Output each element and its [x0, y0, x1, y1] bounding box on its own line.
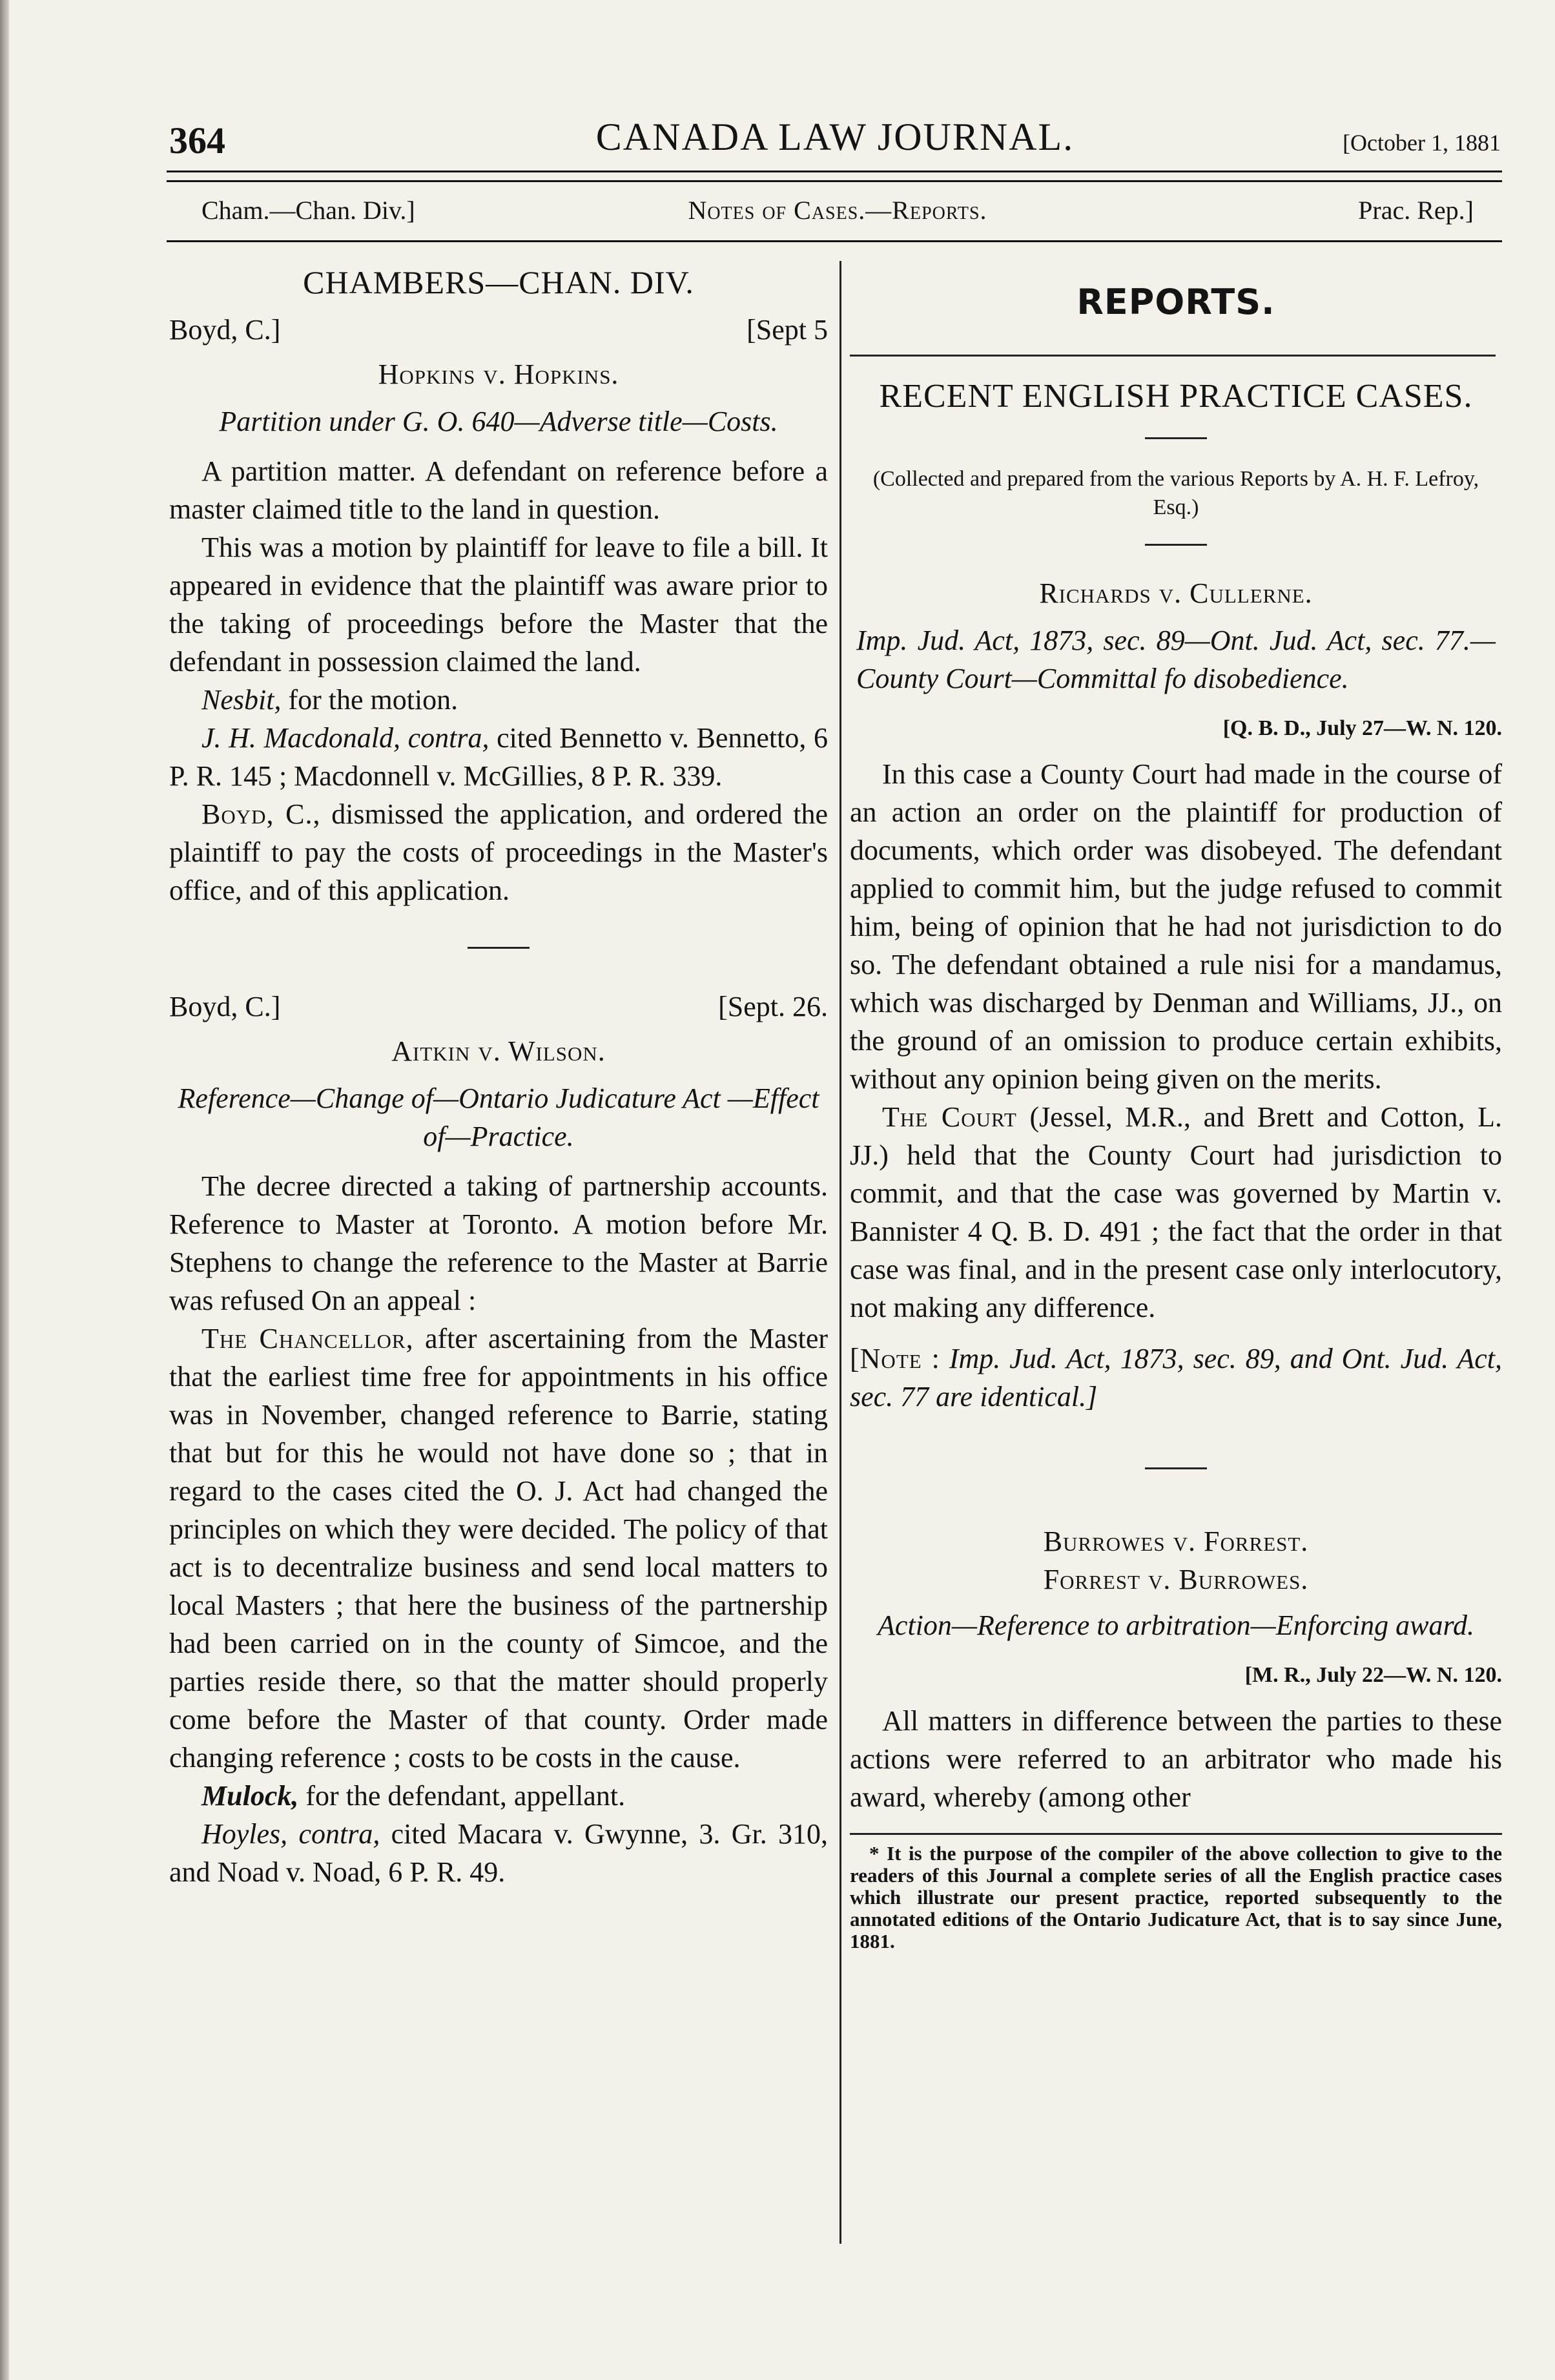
binding-edge — [0, 0, 9, 2380]
case-title: Hopkins v. Hopkins. — [378, 358, 619, 390]
left-column — [169, 264, 828, 1891]
case-headnote: Imp. Jud. Act, 1873, sec. 89—Ont. Jud. Act, sec. 77.—County Court—Committal fo disobedience. — [856, 625, 1496, 694]
counsel-line — [169, 719, 828, 795]
case-title: Richards v. Cullerne. — [1039, 577, 1313, 609]
court-name: The Court — [882, 1101, 1017, 1133]
counsel-name: J. H. Macdonald, contra, — [201, 722, 489, 754]
case-citation: [Q. B. D., July 27—W. N. 120. — [1222, 716, 1502, 740]
running-head-rule — [167, 240, 1502, 242]
judge-name: Boyd, C.] — [169, 991, 281, 1022]
page-header — [169, 115, 1501, 169]
issue-date: [October 1, 1881 — [1343, 130, 1501, 156]
case-paragraph: The decree directed a taking of partnership accounts. Reference to Master at Toronto. A motion before Mr. Stephens to change the reference to the Master at Barrie was refused On an appeal : — [169, 1170, 828, 1316]
section-separator — [1145, 544, 1207, 546]
running-head-center: Notes of Cases.—Reports. — [688, 196, 987, 225]
case-headnote: Partition under G. O. 640—Adverse title—Costs. — [219, 406, 778, 437]
judgment-paragraph — [850, 1098, 1502, 1327]
counsel-role: for the motion. — [281, 684, 458, 716]
judgment-paragraph — [169, 1319, 828, 1777]
header-double-rule — [167, 171, 1502, 182]
case-judge-line — [169, 988, 828, 1026]
counsel-name: Mulock, — [201, 1780, 299, 1812]
reports-rule — [850, 355, 1496, 357]
counsel-name: Hoyles, contra, — [201, 1818, 380, 1850]
case-title: Burrowes v. Forrest. — [1043, 1526, 1309, 1557]
running-head — [201, 195, 1474, 231]
case-title: Forrest v. Burrowes. — [1043, 1564, 1309, 1595]
section-separator — [1145, 1467, 1207, 1469]
footnote-rule — [850, 1833, 1502, 1835]
case-citation: [M. R., July 22—W. N. 120. — [1244, 1663, 1502, 1687]
judgment-text: (Jessel, M.R., and Brett and Cotton, L. JJ.) held that the County Court had jurisdiction to commit, and that the case was governed by Martin v. Bannister 4 Q. B. D. 491 ; the fact that the order in that case was final, and in the present case only interlocutory, not making any difference. — [850, 1101, 1502, 1323]
case-judge-line — [169, 311, 828, 349]
judgment-name: The Chancellor, — [201, 1323, 414, 1354]
section-separator — [468, 947, 530, 949]
footnote: * It is the purpose of the compiler of the above collection to give to the readers of this Journal a complete series of all the English practice cases which illustrate our present practice, reported subsequently to the annotated editions of the Ontario Judicature Act, that is to say since June, 1881. — [850, 1842, 1502, 1952]
counsel-citations: cited Bennetto v. Bennetto, 6 P. R. 145 ; Macdonnell v. McGillies, 8 P. R. 339. — [169, 722, 828, 792]
judgment-text: after ascertaining from the Master that the earliest time free for appointments in his office was in November, changed reference to Barrie, stating that but for this he would not have done so ; that in regard to the cases cited the O. J. Act had changed the principles on which they were decided. The policy of that act is to decentralize business and send local matters to local Masters ; that here the business of the partnership had been carried on in the county of Simcoe, and the parties reside there, so that the matter should properly come before the Master of that county. Order made changing reference ; costs to be costs in the cause. — [169, 1323, 829, 1774]
counsel-citations: cited Macara v. Gwynne, 3. Gr. 310, and Noad v. Noad, 6 P. R. 49. — [169, 1818, 829, 1888]
decision-date: [Sept. 26. — [718, 991, 828, 1022]
case-headnote: Reference—Change of—Ontario Judicature Act —Effect of—Practice. — [178, 1082, 819, 1152]
case-paragraph: A partition matter. A defendant on reference before a master claimed title to the land in question. — [169, 455, 828, 525]
counsel-line — [169, 1815, 828, 1891]
section-separator — [1145, 437, 1207, 439]
decision-date: [Sept 5 — [747, 314, 828, 346]
collector-note: (Collected and prepared from the various Reports by A. H. F. Lefroy, Esq.) — [872, 467, 1479, 519]
page-number: 364 — [169, 119, 225, 161]
judge-name: Boyd, C.] — [169, 314, 281, 346]
case-headnote: Action—Reference to arbitration—Enforcing award. — [878, 1609, 1474, 1641]
counsel-line — [169, 681, 828, 719]
case-paragraph: All matters in difference between the parties to these actions were referred to an arbitrator who made his award, whereby (among other — [850, 1705, 1502, 1813]
case-title: Aitkin v. Wilson. — [391, 1035, 606, 1067]
judgment-paragraph — [169, 795, 828, 909]
section-heading: CHAMBERS—CHAN. DIV. — [303, 264, 694, 300]
column-divider — [839, 261, 841, 2244]
right-column — [850, 264, 1502, 1952]
note-label: [Note : — [850, 1343, 940, 1374]
counsel-role: for the defendant, appellant. — [298, 1780, 626, 1812]
note-paragraph — [850, 1340, 1502, 1416]
case-paragraph: This was a motion by plaintiff for leave to file a bill. It appeared in evidence that the plaintiff was aware prior to the taking of proceedings before the Master that the defendant in possession claimed the land. — [169, 532, 828, 678]
case-paragraph: In this case a County Court had made in the course of an action an order on the plaintiff for production of documents, which order was disobeyed. The defendant applied to commit him, but the judge refused to commit him, being of opinion that he had not jurisdiction to do so. The defendant obtained a rule nisi for a mandamus, which was discharged by Denman and Williams, JJ., on the ground of an omission to produce certain exhibits, without any opinion being given on the merits. — [850, 758, 1502, 1095]
judgment-text: dismissed the application, and ordered the plaintiff to pay the costs of proceedings in the Master's office, and of this application. — [169, 798, 828, 906]
judgment-name: Boyd, C., — [201, 798, 321, 830]
journal-title: CANADA LAW JOURNAL. — [595, 116, 1075, 158]
running-head-right: Prac. Rep.] — [1358, 196, 1474, 225]
counsel-name: Nesbit, — [201, 684, 282, 716]
reports-title: REPORTS. — [1076, 282, 1275, 322]
counsel-line — [169, 1777, 828, 1815]
note-text: Imp. Jud. Act, 1873, sec. 89, and Ont. Jud. Act, sec. 77 are identical.] — [850, 1343, 1502, 1412]
recent-cases-title: RECENT ENGLISH PRACTICE CASES. — [879, 378, 1473, 415]
running-head-left: Cham.—Chan. Div.] — [201, 196, 415, 225]
